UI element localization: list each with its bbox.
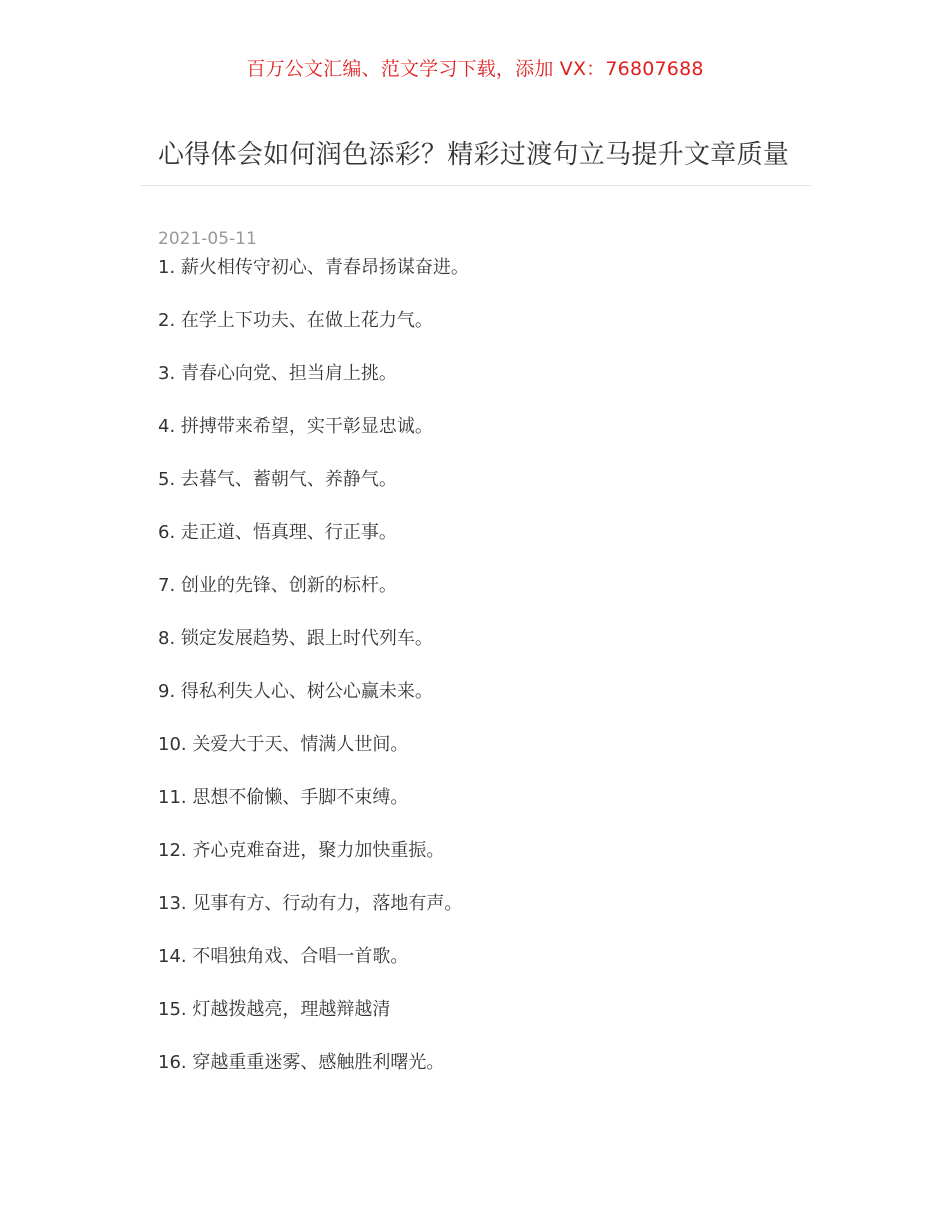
list-item: 3. 青春心向党、担当肩上挑。 [158,363,397,384]
list-item: 13. 见事有方、行动有力，落地有声。 [158,893,463,914]
list-item: 7. 创业的先锋、创新的标杆。 [158,575,397,596]
article-title: 心得体会如何润色添彩？精彩过渡句立马提升文章质量 [158,140,790,170]
list-item: 11. 思想不偷懒、手脚不束缚。 [158,787,409,808]
list-item: 6. 走正道、悟真理、行正事。 [158,522,397,543]
title-divider [140,185,811,186]
list-item: 5. 去暮气、蓄朝气、养静气。 [158,469,397,490]
list-item: 16. 穿越重重迷雾、感触胜利曙光。 [158,1052,445,1073]
article-date: 2021-05-11 [158,229,257,249]
list-item: 14. 不唱独角戏、合唱一首歌。 [158,946,409,967]
list-item: 2. 在学上下功夫、在做上花力气。 [158,310,433,331]
list-item: 9. 得私利失人心、树公心赢未来。 [158,681,433,702]
list-item: 1. 薪火相传守初心、青春昂扬谋奋进。 [158,257,469,278]
list-item: 4. 拼搏带来希望，实干彰显忠诚。 [158,416,433,437]
list-item: 10. 关爱大于天、情满人世间。 [158,734,409,755]
sentence-list [158,255,798,1103]
list-item: 8. 锁定发展趋势、跟上时代列车。 [158,628,433,649]
list-item: 15. 灯越拨越亮，理越辩越清 [158,999,391,1020]
list-item: 12. 齐心克难奋进，聚力加快重振。 [158,840,445,861]
header-banner: 百万公文汇编、范文学习下载，添加 VX：76807688 [246,58,704,80]
